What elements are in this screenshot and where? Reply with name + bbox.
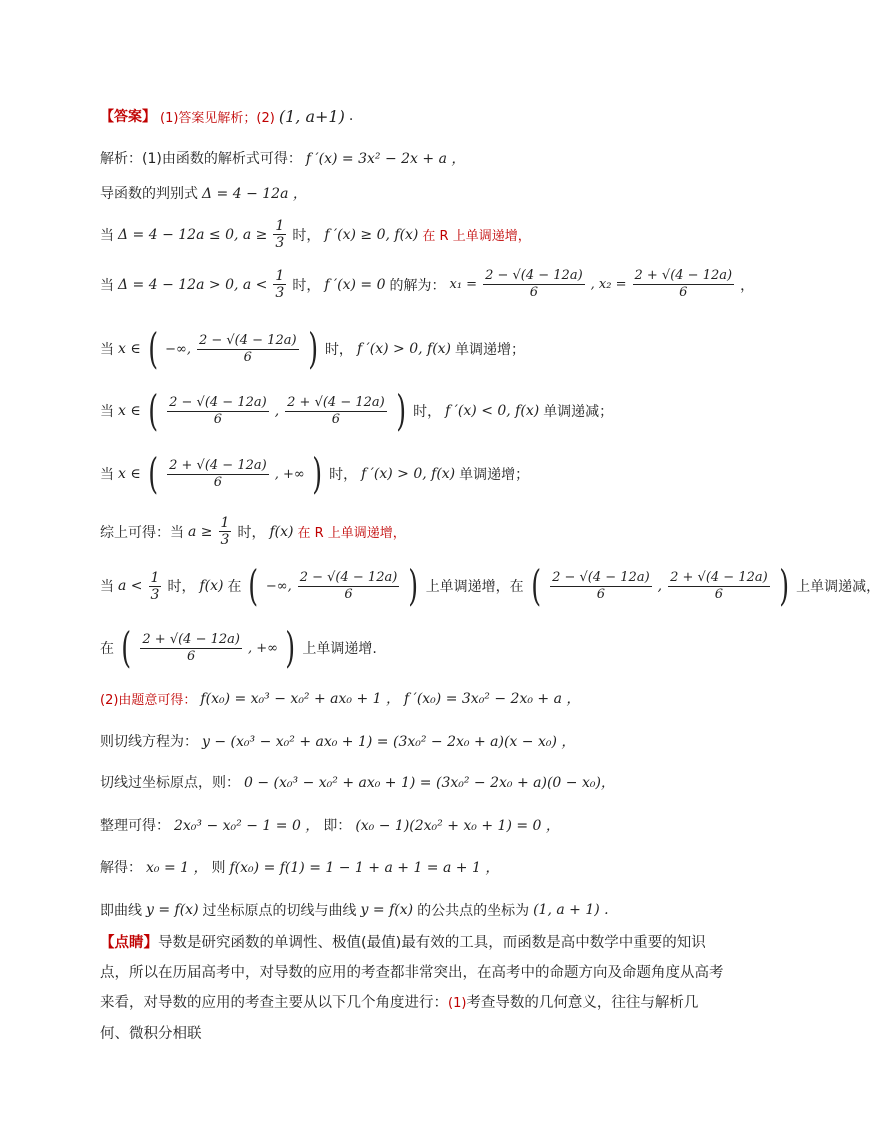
interval-right: , +∞ [247,640,278,656]
analysis-line-6: 当 x ∈ ( $\frac{2 - √(4 - 12a)}{6}$ , $\frac{2 + √(4 - 12a)}{6}$ ) 时， f ′(x) < 0, f(x) 单调递减； [100,386,614,435]
text-tail: 时， [292,227,321,244]
analysis-line-3 [100,218,724,251]
math-expr-2: f ′(x) ≥ 0, f(x) [324,226,419,243]
part2-line-1 [100,688,724,708]
interval-right: , +∞ [274,466,305,482]
comment-text-2: 考查导数的几何意义，往往与解析几何、微积分相联 [100,995,699,1042]
line-end: ， [740,277,755,294]
root-x1-label: x₁ = [449,277,478,292]
text-tail: 时， [413,404,442,420]
analysis-line-7: 当 x ∈ ( $\frac{2 + √(4 - 12a)}{6}$ , +∞ ) 时， f ′(x) > 0, f(x) 单调递增； [100,449,530,498]
text-2: 即： [323,818,352,834]
text-2: 在 [227,579,242,595]
math-expr: 0 − (x₀³ − x₀² + ax₀ + 1) = (3x₀² − 2x₀ + a)(0 − x₀)， [244,775,615,791]
text-label: 切线过坐标原点，则： [100,775,240,791]
interval-fraction-1: $\frac{2 - √(4 - 12a)}{6}$ [552,569,650,602]
text-2: 过坐标原点的切线与曲线 [202,903,357,919]
interval-fraction-2: $\frac{2 + √(4 - 12a)}{6}$ [670,569,768,602]
text-label: 解析：(1)由函数的解析式可得： [100,151,302,167]
text-result: 单调递减； [543,404,614,420]
analysis-line-2 [100,183,724,203]
part2-line-5 [100,857,724,877]
root-x2-fraction: $\frac{2 + √(4 - 12a)}{6}$ [634,268,733,300]
text-label: 即曲线 [100,903,142,919]
fraction: $\frac{1}{3}$ [275,268,285,301]
interval-fraction-1: $\frac{2 - √(4 - 12a)}{6}$ [169,394,267,427]
text-label: 导函数的判别式 [100,186,198,202]
answer-text: (1)答案见解析；(2) [160,110,275,126]
math-expr-2: f(x) [199,578,224,594]
math-expr: Δ = 4 − 12a > 0, a < [118,276,268,293]
math-expr-2: f ′(x) < 0, f(x) [445,403,540,419]
part2-line-4 [100,815,724,835]
text-tail: 时， [292,277,321,294]
text-2: 则 [211,860,226,876]
text-label: 当 [100,277,114,294]
root-x1-fraction: $\frac{2 - √(4 - 12a)}{6}$ [485,268,583,300]
interval-fraction: $\frac{2 - √(4 - 12a)}{6}$ [198,332,297,365]
math-expr: x ∈ [118,403,141,419]
text-label: 综上可得：当 [100,524,184,541]
text-label: (2)由题意可得： [100,692,197,708]
math-expr-2: (x₀ − 1)(2x₀² + x₀ + 1) = 0 ， [355,818,560,834]
math-expr: f ′(x) = 3x² − 2x + a ， [305,151,466,167]
text-label: 整理可得： [100,818,170,834]
text-4: 上单调递减， [796,579,880,595]
answer-end: . [348,108,354,124]
interval-fraction: $\frac{2 + √(4 - 12a)}{6}$ [142,631,240,664]
text-label: 当 [100,579,114,595]
math-expr-2: f ′(x) = 0 [324,276,386,293]
math-expr: x ∈ [118,341,141,357]
analysis-line-4 [100,268,755,301]
text-tail: 时， [324,342,353,358]
math-expr: y = f(x) [146,902,199,918]
text-result: 单调递增； [455,342,526,358]
part2-line-6 [100,900,724,920]
math-expr: y − (x₀³ − x₀² + ax₀ + 1) = (3x₀² − 2x₀ + a)(x − x₀) ， [202,734,576,750]
answer-tag: 【答案】 [100,109,156,125]
text-label: 当 [100,404,114,420]
text-result: 上单调递增. [302,641,377,657]
math-expr: Δ = 4 − 12a ， [202,186,307,202]
math-expr-2: f(x) [269,523,294,540]
answer-line [100,106,724,126]
fraction: $\frac{1}{3}$ [275,218,285,251]
text-tail: 时， [329,467,358,483]
math-expr-3: (1, a + 1) . [533,902,609,918]
summary-line-1 [100,515,724,548]
math-expr: a < [118,578,143,594]
text-2: 的解为： [389,277,446,294]
text-tail: 时， [237,524,266,541]
text-3: 上单调递增，在 [425,579,524,595]
analysis-line-5: 当 x ∈ ( −∞, $\frac{2 - √(4 - 12a)}{6}$ ) 时， f ′(x) > 0, f(x) 单调递增； [100,324,526,373]
text-label: 当 [100,227,114,244]
part2-line-2 [100,731,724,751]
math-expr-2: y = f(x) [360,902,414,918]
interval-left: −∞, [165,341,191,357]
summary-line-2: 当 a < $\frac{1}{3}$ 时， f(x) 在 ( −∞, $\frac{2 - √(4 - 12a)}{6}$ ) 上单调递增，在 ( $\frac{2 - √(4 - 12a)}{6}$ , $\frac{2 + √(4 - 12a)}{6}$ ) 上单调递减， [100,561,880,610]
text-3: 的公共点的坐标为 [417,903,530,919]
math-expr: f(x₀) = x₀³ − x₀² + ax₀ + 1 ， [200,691,401,707]
fraction: $\frac{1}{3}$ [150,569,160,603]
answer-value: (1, a+1) [278,106,345,126]
math-expr: 2x₀³ − x₀² − 1 = 0 ， [174,818,320,834]
text-result: 在 R 上单调递增， [297,526,406,541]
text-label: 当 [100,467,114,483]
interval-left: −∞, [265,578,292,594]
math-expr-2: f ′(x) > 0, f(x) [356,341,452,357]
root-x2-label: , x₂ = [590,277,627,292]
text-label: 则切线方程为： [100,734,198,750]
comment-text: 导数是研究函数的单调性、极值(最值)最有效的工具，而函数是高中数学中重要的知识点，所以在历届高考中，对导数的应用的考查都非常突出，在高考中的命题方向及命题角度从高考来看，对导数的应用的考查主要从以下几个角度进行： [100,935,724,1011]
math-expr-2: f ′(x₀) = 3x₀² − 2x₀ + a ， [404,691,581,707]
math-expr: a ≥ [188,523,213,540]
text-label: 解得： [100,860,142,876]
comment-tag: 【点睛】 [100,935,158,951]
interval-fraction: $\frac{2 + √(4 - 12a)}{6}$ [169,457,267,490]
analysis-line-1 [100,148,724,168]
part2-line-3 [100,772,724,792]
math-expr-2: f ′(x) > 0, f(x) [361,466,456,482]
text-label: 当 [100,342,114,358]
text-result: 在 R 上单调递增， [422,229,531,244]
math-expr: x ∈ [118,466,141,482]
math-expr: Δ = 4 − 12a ≤ 0, a ≥ [118,226,268,243]
comment-red-text: (1) [448,996,467,1011]
summary-line-3: 在 ( $\frac{2 + √(4 - 12a)}{6}$ , +∞ ) 上单调递增. [100,623,377,672]
text-result: 单调递增； [459,467,530,483]
fraction: $\frac{1}{3}$ [220,515,230,548]
text-tail: 时， [167,579,196,595]
interval-fraction-2: $\frac{2 + √(4 - 12a)}{6}$ [287,394,385,427]
math-expr-2: f(x₀) = f(1) = 1 − 1 + a + 1 = a + 1 ， [229,860,500,876]
math-expr: x₀ = 1 ， [146,860,208,876]
interval-fraction: $\frac{2 - √(4 - 12a)}{6}$ [299,569,398,602]
text-label: 在 [100,641,114,657]
comment-paragraph [100,928,724,1049]
